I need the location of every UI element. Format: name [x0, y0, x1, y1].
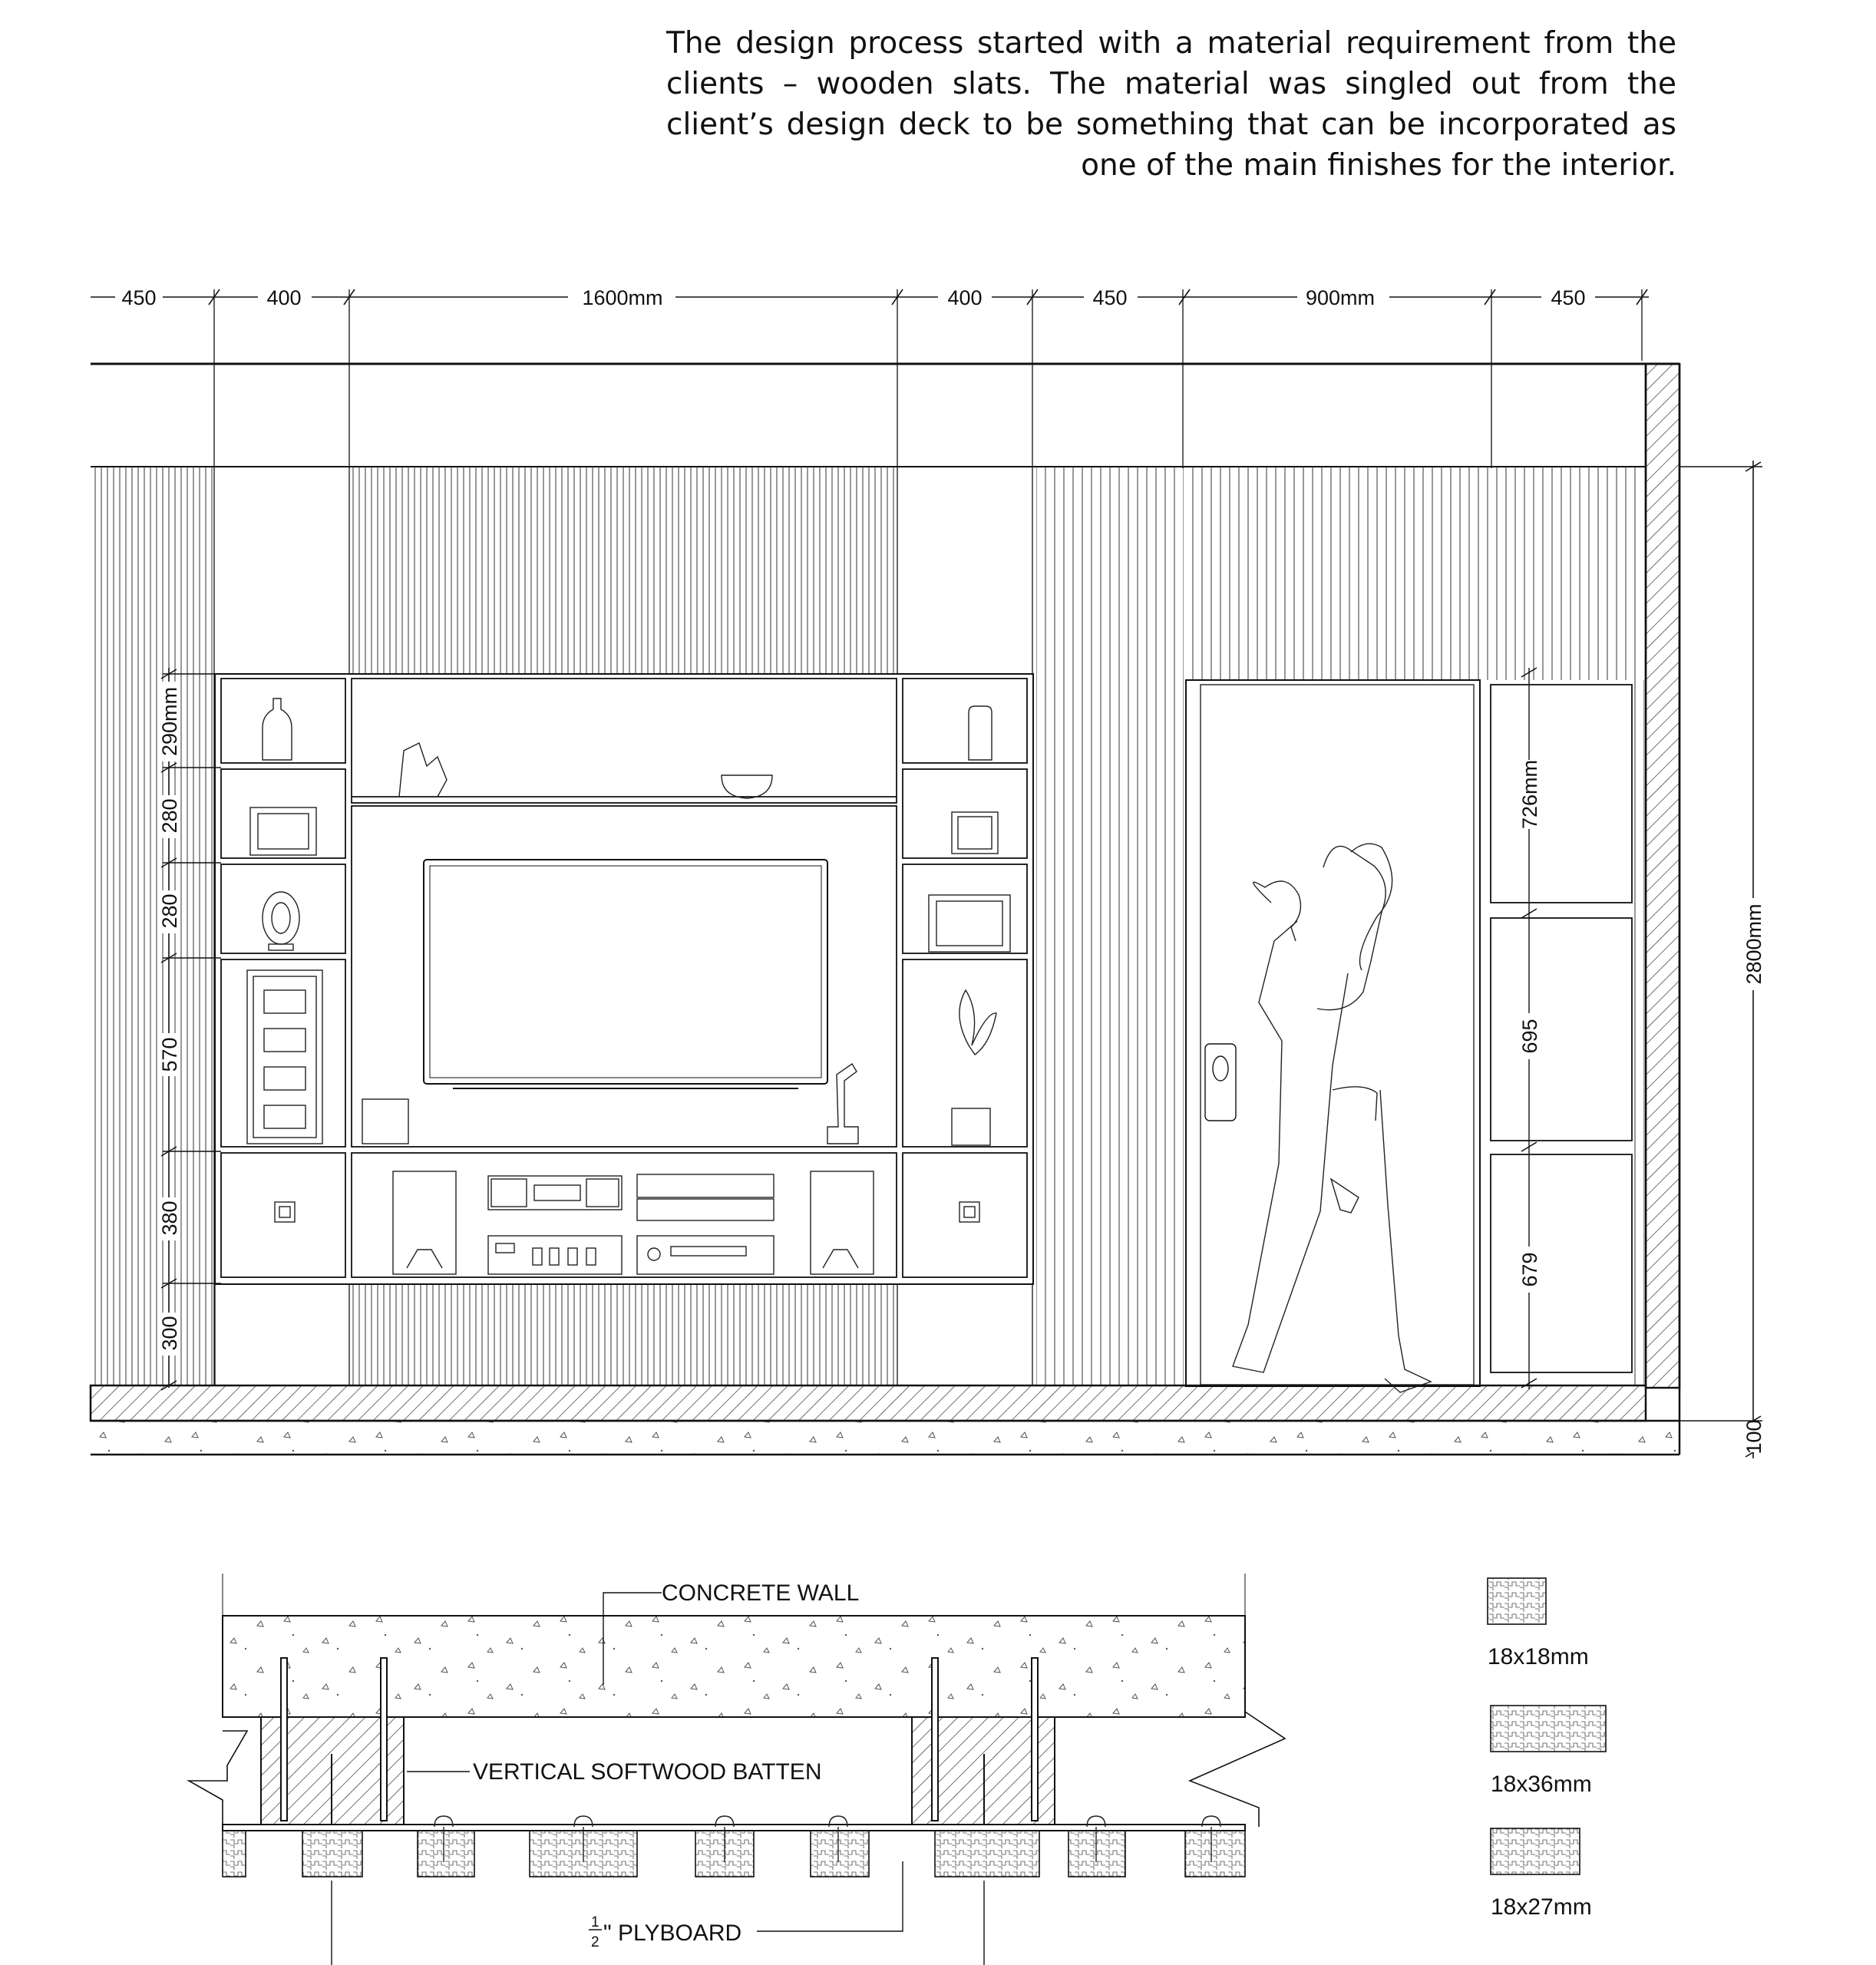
dim-450-c: 450: [1551, 286, 1586, 309]
dim-400-b: 400: [947, 286, 983, 309]
wall-elevation: [91, 282, 1765, 1458]
right-overall-dimension: [1679, 461, 1765, 1458]
plyboard-fraction-num: 1: [591, 1914, 599, 1930]
label-plyboard: " PLYBOARD: [603, 1920, 742, 1946]
wall-section-detail: [189, 1574, 1285, 1965]
intro-paragraph: The design process started with a material requirement from the clients – wooden slats. The material was singled out from the client’s design deck to be something that can be incorporated as one of the main finishes for the interior.: [666, 26, 1676, 183]
legend-swatch-18x36: [1491, 1706, 1606, 1752]
dim-695: 695: [1518, 1019, 1541, 1054]
legend-swatch-18x18: [1488, 1578, 1546, 1624]
label-concrete-wall: CONCRETE WALL: [662, 1580, 860, 1606]
label-softwood-batten: VERTICAL SOFTWOOD BATTEN: [473, 1759, 822, 1785]
legend-18x27mm: 18x27mm: [1491, 1894, 1592, 1920]
right-wall-section: [1646, 364, 1679, 1388]
dim-400-a: 400: [266, 286, 302, 309]
legend-18x36mm: 18x36mm: [1491, 1772, 1592, 1797]
concrete-slab: [91, 1421, 1679, 1455]
dim-290mm: 290mm: [158, 686, 181, 757]
dim-679: 679: [1518, 1252, 1541, 1287]
concrete-wall-section: [223, 1616, 1245, 1717]
slat-size-legend: [1488, 1578, 1606, 1920]
dim-280-b: 280: [158, 893, 181, 929]
dim-450-b: 450: [1092, 286, 1128, 309]
dim-100: 100: [1742, 1419, 1765, 1455]
sliding-door: [1186, 680, 1480, 1386]
dim-380: 380: [158, 1200, 181, 1236]
dim-726mm: 726mm: [1518, 759, 1541, 830]
legend-18x18mm: 18x18mm: [1488, 1644, 1589, 1669]
dim-570: 570: [158, 1037, 181, 1072]
wooden-slats-section: [223, 1831, 1245, 1877]
plyboard-fraction-den: 2: [591, 1934, 599, 1950]
floor-finish: [91, 1385, 1646, 1421]
dim-280-a: 280: [158, 798, 181, 834]
dim-450-a: 450: [121, 286, 157, 309]
dim-2800mm: 2800mm: [1742, 903, 1765, 985]
legend-swatch-18x27: [1491, 1828, 1580, 1874]
door-panel-dimensions: [1518, 668, 1541, 1389]
dim-1600mm: 1600mm: [582, 286, 663, 309]
dim-300: 300: [158, 1316, 181, 1351]
television: [424, 860, 827, 1088]
dim-900mm: 900mm: [1305, 286, 1376, 309]
door-side-panels: [1491, 685, 1632, 1372]
